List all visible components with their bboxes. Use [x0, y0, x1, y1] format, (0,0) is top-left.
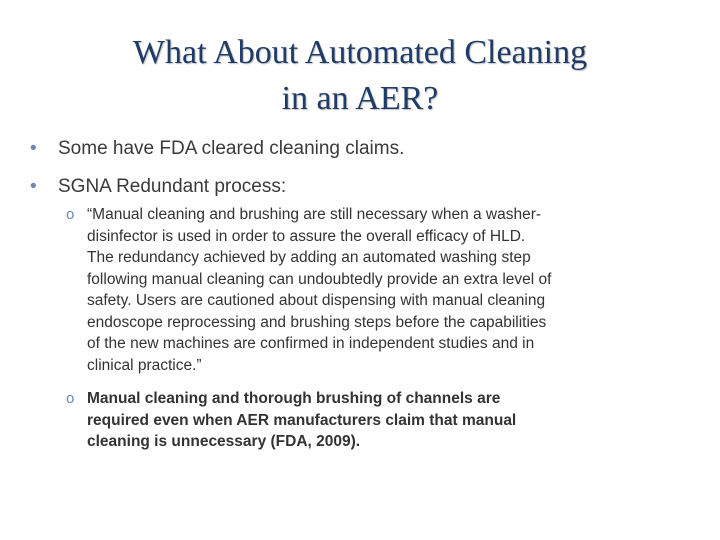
sub-bullet-marker: o: [66, 206, 75, 223]
quote-line: clinical practice.”: [87, 356, 202, 374]
quote-line: “Manual cleaning and brushing are still necessary when a washer-: [87, 206, 542, 223]
bullet-text: Some have FDA cleared cleaning claims.: [58, 138, 405, 159]
quote-line: The redundancy achieved by adding an automated washing step: [87, 249, 531, 266]
fda-line: required even when AER manufacturers claim that manual: [87, 411, 517, 429]
sub-bullet-marker: o: [66, 390, 75, 407]
quote-line: endoscope reprocessing and brushing steps before the capabilities: [87, 313, 547, 331]
bullet-marker: •: [30, 138, 37, 159]
fda-line: Manual cleaning and thorough brushing of channels are: [87, 390, 501, 407]
fda-line: cleaning is unnecessary (FDA, 2009).: [87, 433, 361, 450]
quote-line: disinfector is used in order to assure the overall efficacy of HLD.: [87, 227, 526, 245]
quote-line: of the new machines are confirmed in independent studies and in: [87, 335, 535, 352]
title-line-2: in an AER?: [281, 80, 439, 117]
bullet-marker: •: [30, 176, 37, 197]
slide-title: [30, 30, 690, 122]
title-line-1: What About Automated Cleaning: [132, 34, 588, 71]
quote-line: safety. Users are cautioned about dispensing with manual cleaning: [87, 292, 546, 309]
bullet-text: SGNA Redundant process:: [58, 176, 287, 197]
quote-line: following manual cleaning can undoubtedly provide an extra level of: [87, 270, 552, 288]
